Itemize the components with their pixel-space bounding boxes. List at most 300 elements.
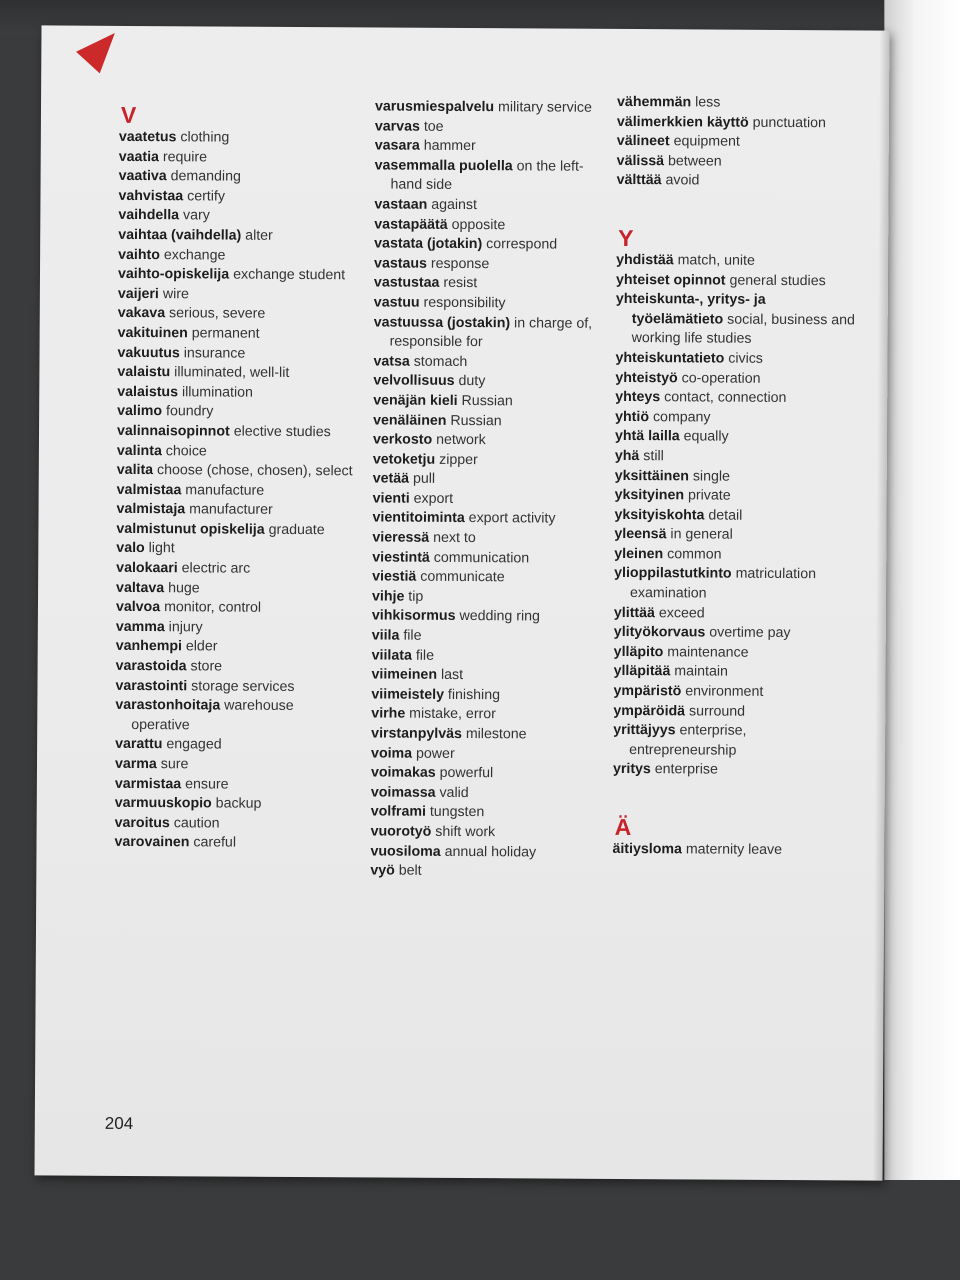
glossary-entry <box>116 618 356 639</box>
entry-definition: powerful <box>439 765 494 782</box>
entry-definition: engaged <box>166 736 222 753</box>
glossary-entry <box>118 324 358 345</box>
section-letter-heading: Ä <box>614 813 632 841</box>
entry-definition: enterprise, entrepreneurship <box>629 722 747 759</box>
glossary-entry <box>615 486 855 507</box>
entry-term: vastustaa <box>373 274 440 292</box>
entry-definition: file <box>415 647 435 664</box>
entry-term: venäläinen <box>373 411 447 429</box>
corner-tab-marker <box>76 22 127 73</box>
glossary-entry <box>374 215 614 236</box>
glossary-entry <box>115 755 355 776</box>
glossary-entry <box>117 461 357 482</box>
glossary-entry <box>119 167 359 188</box>
entry-term: valokaari <box>116 559 178 577</box>
entry-term: volframi <box>370 803 426 821</box>
entry-definition: between <box>667 153 722 170</box>
entry-term: ylläpito <box>613 643 664 661</box>
glossary-column-2 <box>370 97 615 882</box>
glossary-entry <box>118 187 358 208</box>
entry-definition: maintenance <box>667 644 749 661</box>
entry-term: valaistus <box>117 383 179 400</box>
entry-term: yleinen <box>614 545 664 563</box>
glossary-entry <box>373 450 613 471</box>
entry-definition: power <box>416 745 455 762</box>
entry-definition: equipment <box>673 133 740 150</box>
entry-definition: surround <box>688 703 746 720</box>
entry-definition: alter <box>245 227 273 244</box>
glossary-entry <box>615 466 855 487</box>
entry-definition: require <box>162 148 208 166</box>
entry-term: vetää <box>372 470 410 487</box>
entry-term: ylittää <box>613 604 656 621</box>
glossary-entry <box>613 702 853 723</box>
glossary-entry <box>117 383 357 404</box>
glossary-entry <box>373 470 613 491</box>
entry-term: yhteiset opinnot <box>615 271 726 289</box>
entry-term: varusmiespalvelu <box>374 98 495 116</box>
glossary-entry <box>615 408 855 429</box>
entry-term: varastointi <box>115 677 188 694</box>
entry-definition: warehouse operative <box>131 697 294 734</box>
glossary-entry <box>371 724 611 745</box>
entry-definition: demanding <box>170 168 241 185</box>
entry-definition: certify <box>187 188 226 205</box>
entry-definition: communicate <box>420 568 505 586</box>
entry-term: yhteys <box>615 389 661 406</box>
entry-definition: Russian <box>461 392 513 410</box>
glossary-entry <box>117 343 357 364</box>
entry-definition: injury <box>168 619 203 636</box>
entry-definition: shift work <box>435 823 496 841</box>
entry-definition: next to <box>433 529 476 547</box>
entry-term: valmistaa <box>116 481 182 498</box>
glossary-entry <box>372 607 612 628</box>
entry-definition: maternity leave <box>685 841 783 858</box>
entry-term: viestiä <box>372 568 417 585</box>
glossary-entry <box>116 539 356 560</box>
glossary-entry <box>117 500 357 521</box>
entry-term: vakituinen <box>117 324 188 342</box>
entry-term: voimassa <box>370 784 436 801</box>
glossary-entry <box>115 814 355 835</box>
entry-term: vientitoiminta <box>372 509 465 527</box>
entry-term: viila <box>371 627 400 644</box>
glossary-entry <box>616 270 856 291</box>
entry-definition: careful <box>193 834 237 851</box>
entry-definition: match, unite <box>677 252 755 269</box>
entry-term: valtava <box>116 579 165 596</box>
entry-term: ylityökorvaus <box>613 624 706 641</box>
entry-term: vihje <box>371 588 405 605</box>
glossary-entry <box>116 579 356 600</box>
entry-definition: still <box>643 448 664 465</box>
entry-definition: permanent <box>191 325 260 342</box>
entry-term: varmuuskopio <box>114 795 212 812</box>
entry-definition: single <box>692 467 730 485</box>
entry-term: yhteistyö <box>615 369 678 386</box>
glossary-entry <box>371 705 611 726</box>
entry-term: ympäristö <box>613 682 682 700</box>
glossary-entry <box>615 447 855 468</box>
glossary-entry <box>374 293 614 314</box>
entry-term: vaihto-opiskelija <box>117 266 230 283</box>
glossary-entry <box>614 643 854 664</box>
entry-term: vakava <box>117 305 166 322</box>
entry-term: voimakas <box>370 764 436 782</box>
entry-term: vamma <box>115 618 165 636</box>
glossary-entry <box>371 803 611 824</box>
glossary-entry <box>116 598 356 619</box>
entry-term: varovainen <box>114 834 190 851</box>
glossary-entry <box>616 290 856 350</box>
entry-term: yhdistää <box>616 251 674 269</box>
entry-term: yrittäjyys <box>613 722 676 739</box>
entry-definition: finishing <box>447 686 501 704</box>
entry-definition: backup <box>215 795 262 812</box>
entry-definition: zipper <box>439 451 478 468</box>
entry-term: vihkisormus <box>371 607 456 625</box>
glossary-entry <box>371 822 611 843</box>
entry-definition: graduate <box>268 521 325 539</box>
glossary-entry <box>614 525 854 546</box>
entry-term: verkosto <box>372 431 433 448</box>
entry-term: varastoida <box>115 657 187 675</box>
glossary-entry <box>370 842 610 863</box>
entry-definition: manufacture <box>185 481 265 499</box>
glossary-entry <box>118 206 358 227</box>
entry-definition: Russian <box>450 412 502 429</box>
entry-term: viimeistely <box>371 686 445 703</box>
entry-term: viilata <box>371 647 412 664</box>
entry-term: yksittäinen <box>614 467 689 484</box>
entry-definition: manufacturer <box>189 501 273 519</box>
entry-term: varattu <box>115 736 163 753</box>
entry-definition: overtime pay <box>709 624 791 642</box>
glossary-entry <box>612 840 852 861</box>
entry-definition: clothing <box>180 129 230 146</box>
glossary-entry <box>617 152 857 173</box>
glossary-entry <box>115 774 355 795</box>
glossary-entry <box>374 274 614 295</box>
entry-term: vanhempi <box>115 638 183 655</box>
glossary-entry <box>119 128 359 149</box>
glossary-column-1 <box>114 96 359 854</box>
entry-definition: common <box>667 546 722 563</box>
glossary-entry <box>371 744 611 765</box>
entry-definition: store <box>190 658 223 675</box>
entry-term: vienti <box>372 490 410 507</box>
entry-definition: mistake, error <box>409 706 496 723</box>
entry-term: vaijeri <box>117 285 159 302</box>
entry-definition: exceed <box>658 604 705 622</box>
entry-definition: choice <box>165 442 207 459</box>
glossary-entry <box>617 132 857 153</box>
entry-definition: civics <box>728 350 763 367</box>
glossary-entry <box>614 623 854 644</box>
entry-definition: exchange student <box>233 266 346 284</box>
glossary-entry <box>371 764 611 785</box>
entry-term: valmistunut opiskelija <box>116 520 265 538</box>
glossary-entry <box>617 171 857 192</box>
glossary-entry <box>118 245 358 266</box>
glossary-entry <box>117 363 357 384</box>
glossary-entry <box>616 251 856 272</box>
glossary-entry <box>617 93 857 114</box>
entry-term: vastata (jotakin) <box>374 235 483 253</box>
entry-definition: equally <box>683 428 729 445</box>
entry-definition: detail <box>708 507 743 524</box>
entry-term: varastonhoitaja <box>115 697 221 714</box>
entry-definition: illumination <box>181 384 254 401</box>
entry-definition: in charge of, responsible for <box>389 314 593 351</box>
glossary-entry <box>374 156 614 197</box>
entry-term: viimeinen <box>371 666 438 684</box>
entry-definition: punctuation <box>752 114 827 131</box>
glossary-entry <box>374 254 614 275</box>
glossary-entry <box>613 682 853 703</box>
glossary-entry <box>118 226 358 247</box>
entry-term: ympäröidä <box>613 702 686 719</box>
glossary-entry <box>115 794 355 815</box>
glossary-entry <box>373 391 613 412</box>
entry-term: vatsa <box>373 353 410 370</box>
entry-definition: resist <box>443 275 478 292</box>
entry-term: vaihto <box>118 246 160 263</box>
entry-term: ylioppilastutkinto <box>614 565 732 583</box>
glossary-entry <box>370 862 610 883</box>
glossary-entry <box>373 352 613 373</box>
glossary-entry <box>615 349 855 370</box>
glossary-entry <box>375 117 615 138</box>
entry-term: varma <box>114 755 157 773</box>
entry-definition: co-operation <box>681 369 761 387</box>
entry-term: valinta <box>116 442 162 459</box>
glossary-entry <box>371 666 611 687</box>
glossary-column-3 <box>612 93 857 861</box>
entry-term: valvoa <box>115 599 161 616</box>
entry-definition: caution <box>173 815 220 832</box>
entry-definition: general studies <box>729 272 826 289</box>
glossary-entry <box>119 147 359 168</box>
entry-definition: illuminated, well-lit <box>174 364 290 382</box>
entry-term: valimo <box>117 403 163 420</box>
glossary-entry <box>374 235 614 256</box>
glossary-entry <box>375 137 615 158</box>
entry-definition: enterprise <box>654 761 718 778</box>
entry-term: virstanpylväs <box>371 725 462 743</box>
entry-definition: opposite <box>451 216 506 233</box>
glossary-entry <box>118 285 358 306</box>
section-letter-heading: Y <box>618 224 634 252</box>
entry-term: valmistaja <box>116 501 186 518</box>
entry-term: vastuussa (jostakin) <box>373 313 511 331</box>
entry-term: velvollisuus <box>373 372 455 390</box>
entry-term: vasemmalla puolella <box>374 157 513 175</box>
glossary-entry <box>117 441 357 462</box>
glossary-entry <box>116 520 356 541</box>
entry-definition: environment <box>685 683 764 700</box>
glossary-entry <box>614 564 854 605</box>
entry-definition: company <box>652 408 711 426</box>
glossary-entry <box>613 760 853 781</box>
entry-term: varoitus <box>114 814 170 832</box>
entry-term: vaativa <box>118 168 167 185</box>
entry-definition: belt <box>398 862 422 879</box>
entry-term: yleensä <box>614 526 667 543</box>
entry-definition: insurance <box>183 344 246 362</box>
glossary-entry <box>117 481 357 502</box>
entry-term: välimerkkien käyttö <box>616 113 749 131</box>
entry-definition: huge <box>168 579 200 597</box>
glossary-entry <box>371 685 611 706</box>
entry-term: välineet <box>616 133 670 150</box>
entry-definition: responsibility <box>423 294 506 312</box>
glossary-entry <box>614 545 854 566</box>
entry-definition: export <box>413 490 454 507</box>
entry-definition: annual holiday <box>444 843 537 861</box>
entry-term: valo <box>116 540 145 557</box>
entry-term: vasara <box>374 137 420 154</box>
entry-definition: on the left-hand side <box>390 158 584 194</box>
glossary-entry <box>118 265 358 286</box>
entry-definition: toe <box>423 118 444 135</box>
entry-definition: private <box>687 487 731 504</box>
entry-definition: wedding ring <box>459 608 540 625</box>
glossary-entry <box>117 402 357 423</box>
entry-term: vaatia <box>118 148 160 165</box>
entry-definition: elective studies <box>233 423 331 441</box>
glossary-entry <box>372 548 612 569</box>
glossary-entry <box>373 489 613 510</box>
glossary-entry <box>115 677 355 698</box>
glossary-entry <box>614 506 854 527</box>
entry-definition: electric arc <box>181 560 251 577</box>
entry-term: yhä <box>614 447 640 464</box>
entry-term: yksityinen <box>614 487 685 504</box>
entry-definition: file <box>403 627 422 644</box>
entry-term: valita <box>116 461 154 479</box>
entry-definition: wire <box>162 285 189 303</box>
entry-definition: tip <box>408 588 424 605</box>
entry-definition: ensure <box>185 775 229 793</box>
glossary-entry <box>373 431 613 452</box>
glossary-entry <box>116 637 356 658</box>
glossary-entry <box>374 313 614 354</box>
entry-definition: choose (chose, chosen), select <box>156 462 353 480</box>
glossary-entry <box>372 509 612 530</box>
entry-term: vahvistaa <box>118 187 184 205</box>
entry-term: vastapäätä <box>374 216 448 233</box>
entry-definition: foundry <box>166 403 214 420</box>
entry-definition: serious, severe <box>169 305 266 323</box>
glossary-entry <box>118 304 358 325</box>
entry-term: yhteiskuntatieto <box>615 349 725 367</box>
facing-page-edge <box>884 0 960 1180</box>
glossary-entry <box>617 113 857 134</box>
page-number: 204 <box>104 1113 134 1134</box>
entry-definition: network <box>436 431 486 449</box>
entry-term: yksityiskohta <box>614 506 705 524</box>
entry-term: vieressä <box>372 529 430 546</box>
entry-definition: contact, connection <box>664 389 787 407</box>
entry-definition: in general <box>670 526 733 543</box>
entry-definition: less <box>695 94 721 111</box>
glossary-entry <box>371 783 611 804</box>
entry-definition: military service <box>498 99 592 116</box>
entry-term: valaistu <box>117 364 171 381</box>
entry-term: varmistaa <box>114 775 182 792</box>
glossary-entry <box>614 604 854 625</box>
entry-term: varvas <box>374 118 420 135</box>
entry-definition: correspond <box>486 236 558 253</box>
entry-term: äitiysloma <box>612 840 682 858</box>
glossary-entry <box>116 559 356 580</box>
entry-definition: storage services <box>191 677 295 695</box>
entry-definition: valid <box>439 784 469 801</box>
entry-term: vastaan <box>374 196 428 213</box>
entry-term: vastaus <box>374 255 427 272</box>
entry-term: vaihdella <box>118 207 180 224</box>
entry-term: välttää <box>616 172 662 189</box>
entry-definition: response <box>430 255 490 272</box>
glossary-entry <box>615 388 855 409</box>
entry-term: ylläpitää <box>613 663 671 680</box>
glossary-entry <box>615 427 855 448</box>
entry-definition: vary <box>182 207 210 224</box>
glossary-entry <box>373 411 613 432</box>
entry-definition: hammer <box>423 137 476 155</box>
entry-definition: exchange <box>163 246 226 264</box>
entry-term: valinnaisopinnot <box>116 422 230 440</box>
entry-term: vuosiloma <box>370 843 441 860</box>
entry-term: vaihtaa (vaihdella) <box>118 226 242 244</box>
glossary-entry <box>116 657 356 678</box>
entry-definition: against <box>431 196 478 214</box>
entry-term: yhtä lailla <box>614 428 680 445</box>
glossary-entry <box>375 97 615 118</box>
entry-term: vuorotyö <box>370 823 432 840</box>
entry-definition: elder <box>185 638 218 655</box>
book-page <box>34 25 889 1180</box>
entry-definition: communication <box>433 549 530 567</box>
glossary-entry <box>374 195 614 216</box>
entry-term: yhtiö <box>615 408 650 425</box>
glossary-entry <box>117 422 357 443</box>
entry-term: voima <box>371 745 413 762</box>
entry-definition: monitor, control <box>164 599 262 617</box>
entry-definition: tungsten <box>429 804 485 821</box>
glossary-entry <box>372 529 612 550</box>
entry-term: viestintä <box>372 549 430 566</box>
glossary-entry <box>373 372 613 393</box>
entry-term: yhteiskunta-, yritys- ja työelämätieto <box>615 291 766 328</box>
entry-term: vaatetus <box>118 128 177 146</box>
entry-definition: matriculation examination <box>630 566 817 602</box>
entry-definition: social, business and working life studies <box>631 311 855 348</box>
entry-term: vakuutus <box>117 344 180 361</box>
entry-definition: pull <box>412 470 436 488</box>
entry-term: yritys <box>612 761 651 778</box>
glossary-entry <box>115 735 355 756</box>
entry-term: vähemmän <box>617 93 692 111</box>
entry-term: välissä <box>616 152 665 170</box>
entry-definition: maintain <box>674 663 729 681</box>
glossary-entry <box>615 368 855 389</box>
section-letter-heading: V <box>120 101 137 129</box>
glossary-entry <box>614 662 854 683</box>
entry-definition: stomach <box>413 353 468 370</box>
